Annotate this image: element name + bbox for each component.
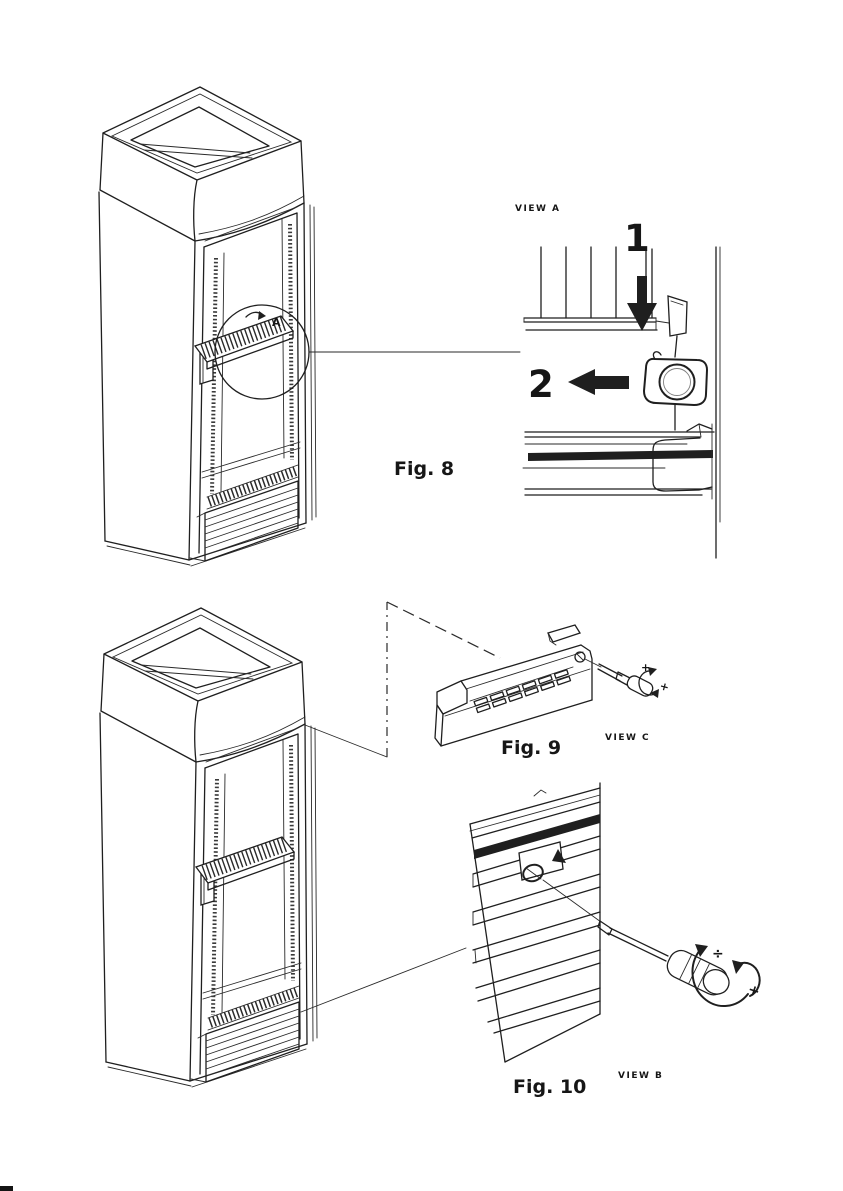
fig8-cabinet-drawing	[99, 87, 520, 566]
fig9-detail	[305, 602, 670, 759]
detail-marker-a: A	[272, 316, 281, 329]
view-b-label: VIEW B	[618, 1071, 664, 1081]
fig10-caption: Fig. 10	[513, 1076, 587, 1098]
shelf-bracket	[668, 296, 687, 336]
fig10-leader-line	[301, 948, 466, 1012]
grille-panel	[435, 625, 592, 746]
fig9-plus-mark-top: +	[641, 661, 651, 674]
fig9-10-cabinet-drawing	[100, 608, 317, 1087]
shelf-clip-detail	[644, 352, 707, 430]
fig8-caption: Fig. 8	[394, 458, 455, 480]
screwdriver-fig10	[598, 921, 760, 1006]
view-c-label: VIEW C	[605, 733, 651, 743]
view-a-detail	[515, 204, 720, 558]
step-2-number: 2	[528, 363, 554, 406]
arrow-left-icon	[568, 369, 629, 395]
step-1-number: 1	[624, 217, 650, 260]
fig10-minus-mark: ÷	[712, 946, 724, 962]
fig9-caption: Fig. 9	[501, 737, 562, 759]
view-a-label: VIEW A	[515, 204, 561, 214]
fig9-plus-mark-side: +	[658, 679, 671, 695]
scan-artifact-mark	[0, 1186, 13, 1191]
base-grille	[470, 783, 601, 1062]
fig10-detail	[301, 783, 762, 1098]
door-bottom-rail-section	[523, 424, 714, 499]
fig10-plus-mark: +	[745, 981, 762, 1001]
